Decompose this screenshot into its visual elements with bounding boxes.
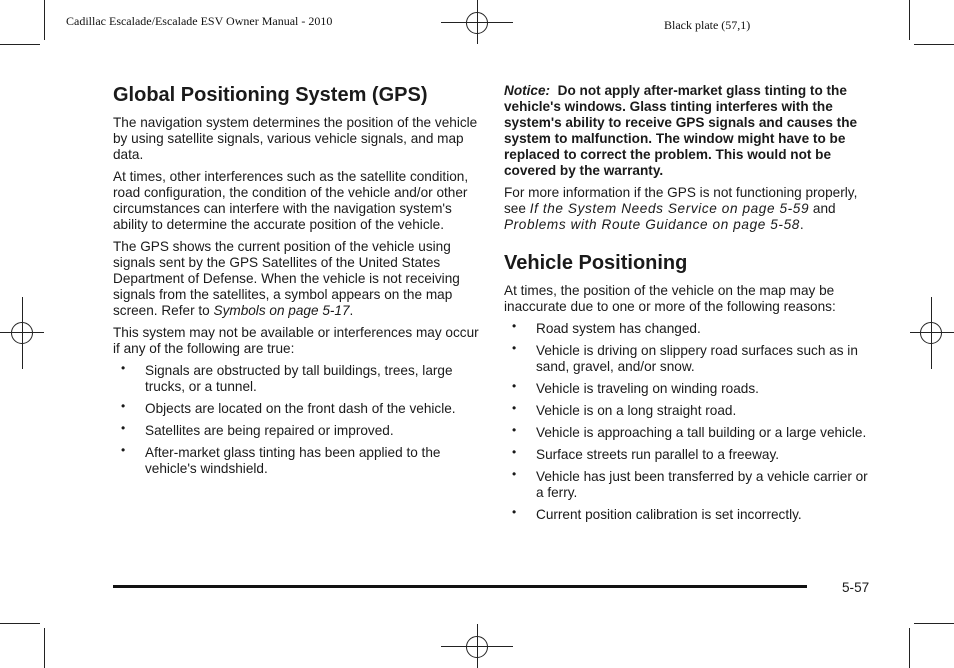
paragraph: At times, the position of the vehicle on the map may be inaccurate due to one or more of the following reasons: (504, 283, 836, 314)
list-item-text: Current position calibration is set incorrectly. (536, 507, 802, 522)
cross-reference: If the System Needs Service on page 5-59 (529, 201, 810, 216)
list-item-text: Road system has changed. (536, 321, 701, 336)
list-item (504, 381, 876, 397)
list-item (113, 363, 481, 395)
cross-reference: Symbols on page 5-17 (213, 303, 350, 318)
vehicle-positioning-title: Vehicle Positioning (504, 252, 688, 274)
bullet-icon: • (121, 399, 126, 413)
footer-rule (113, 585, 807, 588)
notice-label: Notice: (504, 83, 551, 98)
bullet-icon: • (512, 319, 517, 333)
list-item (504, 507, 876, 523)
list-item (504, 469, 876, 501)
list-item-text: Vehicle is traveling on winding roads. (536, 381, 759, 396)
list-item (113, 401, 481, 417)
bullet-icon: • (512, 445, 517, 459)
list-item-text: Objects are located on the front dash of the vehicle. (145, 401, 456, 416)
bullet-icon: • (512, 467, 517, 481)
bullet-list (504, 321, 876, 523)
list-item-text: Vehicle has just been transferred by a vehicle carrier or a ferry. (536, 469, 868, 500)
list-item (504, 425, 876, 441)
list-item (504, 403, 876, 419)
page-number: 5-57 (842, 580, 870, 595)
text: . (349, 303, 354, 318)
list-item (504, 447, 876, 463)
text: . (799, 217, 804, 232)
bullet-icon: • (512, 505, 517, 519)
cross-reference: Problems with Route Guidance on page 5-58 (504, 217, 800, 232)
list-item-text: Signals are obstructed by tall buildings, trees, large trucks, or a tunnel. (145, 363, 453, 394)
left-column (113, 83, 481, 483)
right-column (504, 83, 876, 529)
notice-paragraph (504, 83, 876, 179)
list-item (113, 423, 481, 439)
bullet-icon: • (121, 361, 126, 375)
bullet-icon: • (512, 401, 517, 415)
paragraph (504, 185, 876, 233)
list-item-text: Surface streets run parallel to a freeway. (536, 447, 780, 462)
paragraph: This system may not be available or interferences may occur if any of the following are true: (113, 325, 479, 356)
bullet-icon: • (512, 341, 517, 355)
list-item-text: Satellites are being repaired or improved. (145, 423, 394, 438)
bullet-icon: • (512, 423, 517, 437)
bullet-icon: • (121, 421, 126, 435)
notice-text: Do not apply after-market glass tinting to the vehicle's windows. Glass tinting interferes with the system's ability to receive GPS signals and causes the system to malfunction. The window might have to be replaced to correct the problem. This would not be covered by the warranty. (504, 83, 858, 178)
list-item (113, 445, 481, 477)
paragraph (113, 239, 481, 319)
text: The GPS shows the current position of the vehicle using signals sent by the GPS Satellites of the United States Department of Defense. When the vehicle is not receiving signals from the satellites, a symbol appears on the map screen. Refer to (113, 239, 460, 318)
paragraph: The navigation system determines the position of the vehicle by using satellite signals, various vehicle signals, and map data. (113, 115, 478, 162)
text: and (809, 201, 836, 216)
bullet-list (113, 363, 481, 477)
plate-label: Black plate (57,1) (664, 18, 751, 32)
list-item (504, 343, 876, 375)
list-item-text: After-market glass tinting has been applied to the vehicle's windshield. (145, 445, 441, 476)
list-item-text: Vehicle is approaching a tall building or a large vehicle. (536, 425, 867, 440)
paragraph: At times, other interferences such as the satellite condition, road configuration, the condition of the vehicle and/or other circumstances can interfere with the navigation system's ability to determine the accurate position of the vehicle. (113, 169, 469, 232)
text: For more information if the GPS is not functioning properly, see (504, 185, 858, 216)
gps-section-title: Global Positioning System (GPS) (113, 84, 428, 106)
list-item-text: Vehicle is driving on slippery road surfaces such as in sand, gravel, and/or snow. (536, 343, 858, 374)
bullet-icon: • (512, 379, 517, 393)
running-header-title: Cadillac Escalade/Escalade ESV Owner Manual - 2010 (66, 14, 333, 28)
list-item-text: Vehicle is on a long straight road. (536, 403, 737, 418)
list-item (504, 321, 876, 337)
bullet-icon: • (121, 443, 126, 457)
